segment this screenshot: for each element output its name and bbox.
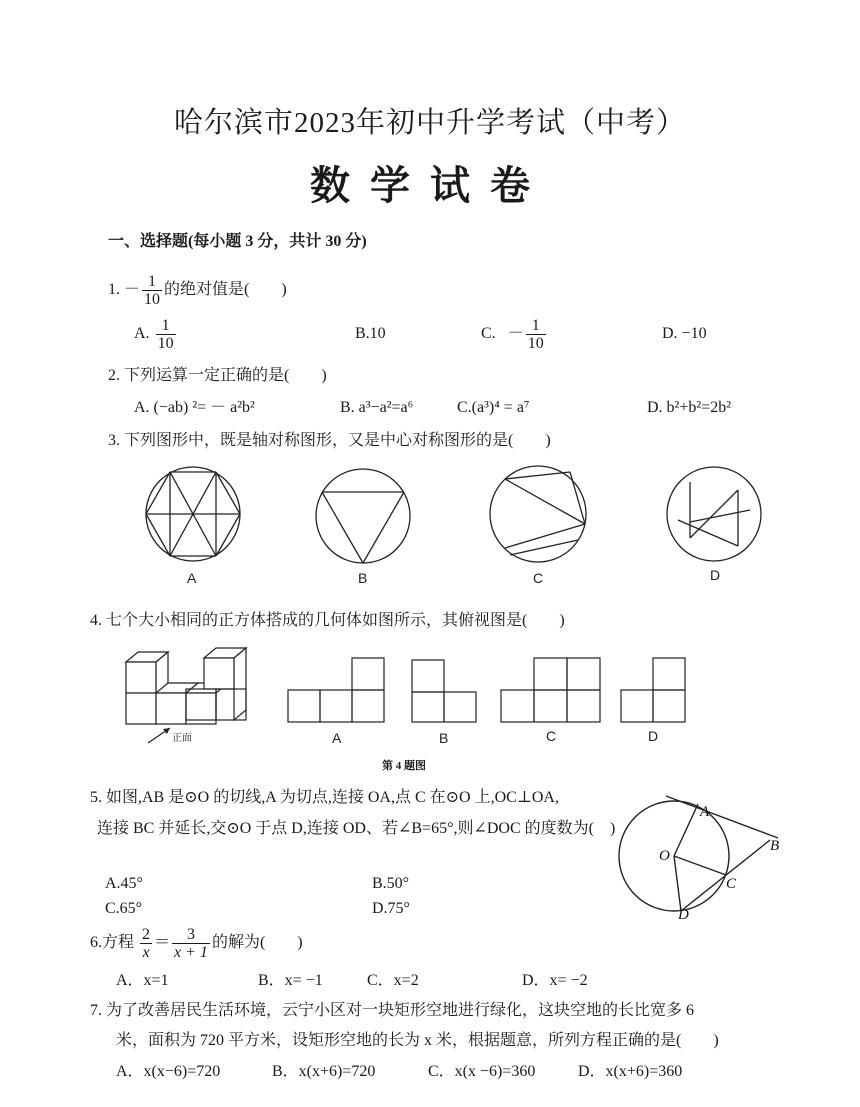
q5-option-b: B.50° [372,875,410,892]
q4-solid [126,648,246,724]
q4-label-b: B [439,730,449,746]
q4-caption: 第 4 题图 [382,760,426,772]
q6-equals: ＝ [154,934,171,951]
q1-opt-c-fraction [526,317,546,352]
q4-label-c: C [546,728,557,744]
q4-label-d: D [648,728,659,744]
q5-point-b: B [770,838,780,854]
q1-fraction [142,273,162,308]
q4-option-c-figure [501,658,600,722]
q6-suffix: 的解为( ) [211,934,303,951]
q7-option-d: D．x(x+6)=360 [578,1063,683,1080]
q3-label-c: C [533,570,544,586]
q2-option-c: C.(a³)⁴ = a⁷ [457,399,530,416]
q6-option-c: C．x=2 [367,972,419,989]
q5-point-a: A [700,804,710,820]
q6-option-a: A．x=1 [116,972,169,989]
q1-frac-den: 10 [144,290,161,308]
q3-figures [130,462,770,592]
q6-option-d: D．x= −2 [522,972,588,989]
q3-label-d: D [710,567,721,583]
question-3: 3. 下列图形中，既是轴对称图形，又是中心对称图形的是( ) [108,432,551,449]
q1-option-c [481,316,548,352]
q5-option-c: C.65° [105,900,143,917]
question-2: 2. 下列运算一定正确的是( ) [108,367,327,384]
q5-point-c: C [726,876,737,892]
q1-opt-c-sign: － [507,325,524,342]
q1-opt-c-num: 1 [526,317,546,335]
q6-right-den: x + 1 [174,943,208,961]
q5-point-o: O [659,848,670,864]
q6-left-fraction [140,926,152,961]
q6-left-num: 2 [142,925,151,943]
q3-figure-d [667,467,761,561]
q2-option-a: A. (−ab) ²= － a²b² [134,399,255,416]
q4-option-b-figure [412,660,476,722]
question-5-line-2: 连接 BC 并延长,交⊙O 于点 D,连接 OD、若∠B=65°,则∠DOC 的度数为( ) [97,820,616,837]
q6-right-fraction [172,926,210,961]
q2-option-d: D. b²+b²=2b² [647,399,731,416]
section-heading: 一、选择题(每小题 3 分，共计 30 分) [108,233,367,250]
question-5-line-1: 5. 如图,AB 是⊙O 的切线,A 为切点,连接 OA,点 C 在⊙O 上,OC⊥OA, [90,789,559,806]
q1-frac-num: 1 [142,273,162,291]
q5-point-d: D [678,907,689,923]
q1-opt-a-fraction [156,317,176,352]
q7-option-b: B．x(x+6)=720 [272,1063,376,1080]
q5-tangent-line [666,796,778,838]
q4-front-label: 正面 [172,733,192,744]
q7-option-a: A．x(x−6)=720 [116,1063,221,1080]
question-7-line-1: 7. 为了改善居民生活环境，云宁小区对一块矩形空地进行绿化，这块空地的长比宽多 6 [90,1002,695,1019]
q1-text: 的绝对值是( ) [164,281,287,298]
q3-figure-c [490,466,586,562]
q2-option-b: B. a³−a²=a⁶ [340,399,414,416]
question-6 [90,924,303,962]
q1-option-a [134,316,178,352]
q1-number: 1. [108,281,120,298]
q5-figure [612,788,792,928]
q4-figures [118,640,698,755]
q1-opt-c-label: C. [481,325,496,342]
exam-title: 哈尔滨市2023年初中升学考试（中考） [173,107,686,139]
q1-opt-a-num: 1 [156,317,176,335]
exam-subtitle: 数学试卷 [310,163,550,209]
q1-opt-a-den: 10 [157,334,174,352]
q6-left-den: x [142,943,150,961]
q1-opt-c-den: 10 [527,334,544,352]
front-arrow-head [163,728,170,734]
question-1 [108,272,287,308]
question-4: 4. 七个大小相同的正方体搭成的几何体如图所示，其俯视图是( ) [90,612,565,629]
q1-sign: － [124,281,141,298]
q3-figure-a [146,467,240,561]
question-7-line-2: 米，面积为 720 平方米，设矩形空地的长为 x 米，根据题意，所列方程正确的是( ) [116,1032,719,1049]
q6-right-num: 3 [172,926,210,944]
q3-label-a: A [187,570,197,586]
q5-option-a: A.45° [105,875,143,892]
q3-figure-b [316,469,410,563]
q4-option-d-figure [621,658,685,722]
q5-option-d: D.75° [372,900,410,917]
q6-option-b: B．x= −1 [258,972,323,989]
q4-option-a-figure [288,658,384,722]
q1-opt-a-label: A. [134,325,150,342]
q7-option-c: C．x(x −6)=360 [428,1063,536,1080]
q1-option-b: B.10 [355,325,386,342]
q6-prefix: 6.方程 [90,934,135,951]
q3-label-b: B [358,570,368,586]
q1-option-d: D. −10 [662,325,707,342]
q4-label-a: A [332,730,342,746]
